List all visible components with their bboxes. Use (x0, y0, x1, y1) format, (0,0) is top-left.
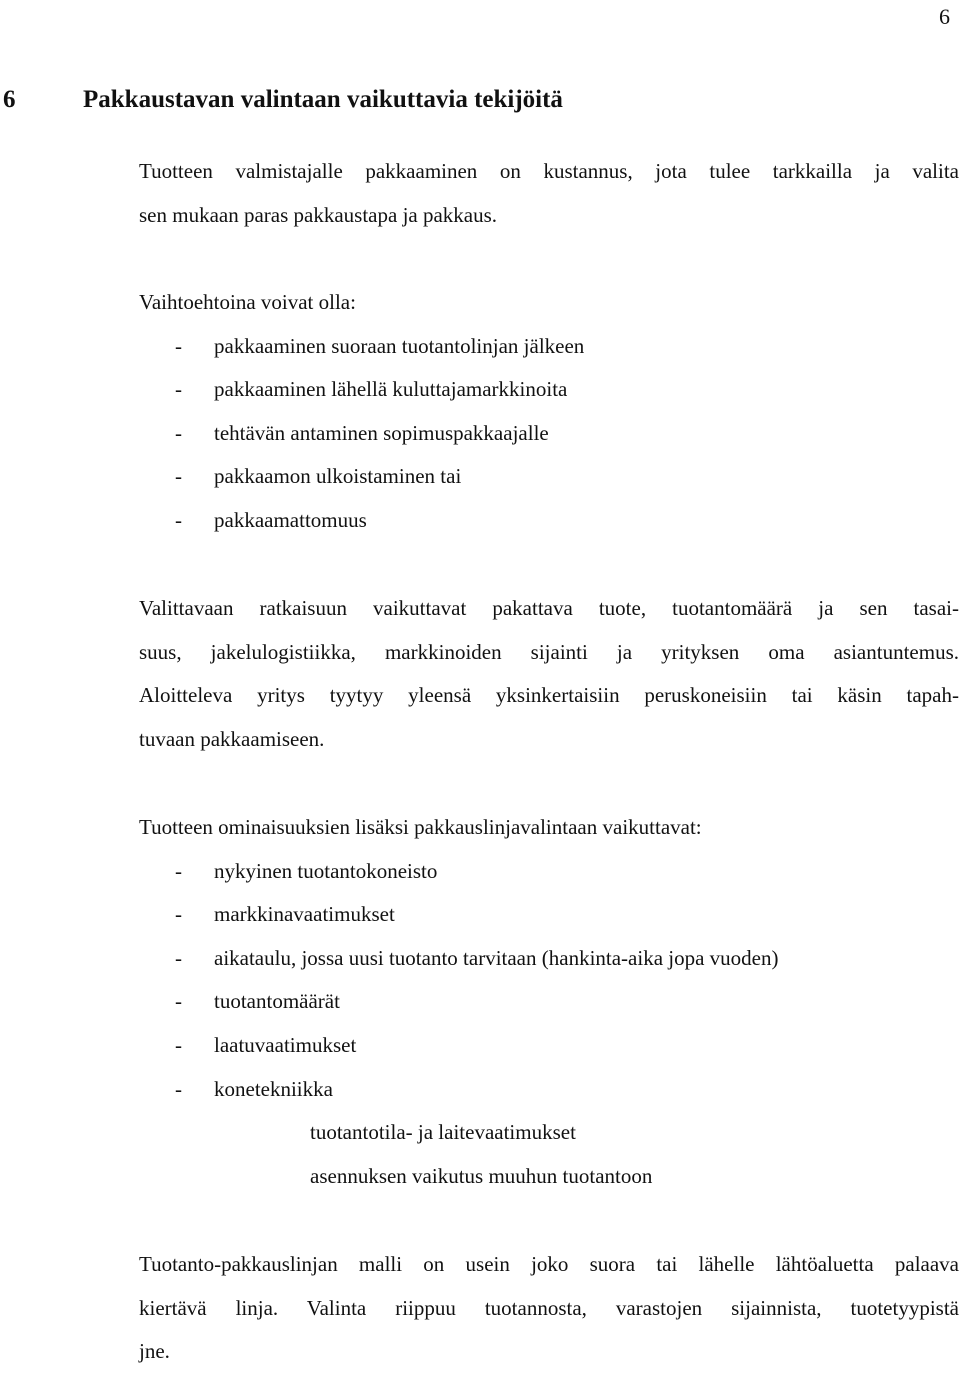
properties-lead: Tuotteen ominaisuuksien lisäksi pakkauslinjavalintaan vaikuttavat: (139, 815, 702, 839)
intro-line: sen mukaan paras pakkaustapa ja pakkaus. (139, 202, 498, 227)
closing-line: Tuotanto-pakkauslinjan malli on usein joko suora tai lähelle lähtöaluetta palaava (139, 1252, 959, 1276)
properties-sub-list (139, 1111, 959, 1198)
factors-line: suus, jakelulogistiikka, markkinoiden sijainti ja yrityksen oma asiantuntemus. (139, 639, 959, 664)
alternatives-section (139, 281, 959, 543)
alternatives-list (139, 325, 959, 543)
list-dash: - (175, 945, 182, 970)
list-dash: - (175, 464, 182, 489)
list-item (139, 499, 959, 543)
sub-list-item: tuotantotila- ja laitevaatimukset (310, 1120, 576, 1145)
closing-paragraph (139, 1243, 959, 1374)
list-dash: - (175, 377, 182, 402)
list-item-text: pakkaamon ulkoistaminen tai (214, 464, 462, 489)
list-item-text: aikataulu, jossa uusi tuotanto tarvitaan (hankinta-aika jopa vuoden) (214, 945, 779, 970)
intro-paragraph (139, 150, 959, 237)
list-dash: - (175, 989, 182, 1014)
list-item-text: nykyinen tuotantokoneisto (214, 858, 438, 883)
list-dash: - (175, 333, 182, 358)
list-item-text: laatuvaatimukset (214, 1032, 357, 1057)
list-item-text: pakkaaminen suoraan tuotantolinjan jälkeen (214, 333, 585, 358)
list-item-text: tuotantomäärät (214, 989, 340, 1014)
list-item (139, 1024, 959, 1068)
list-item (139, 455, 959, 499)
properties-section (139, 806, 959, 1198)
section-title: Pakkaustavan valintaan vaikuttavia tekijöitä (83, 86, 563, 113)
list-item (139, 1068, 959, 1112)
list-item-text: markkinavaatimukset (214, 902, 395, 927)
list-item (139, 325, 959, 369)
list-item (139, 980, 959, 1024)
properties-list (139, 850, 959, 1112)
list-item-text: pakkaamattomuus (214, 507, 367, 532)
list-item (139, 893, 959, 937)
list-item (139, 412, 959, 456)
list-dash: - (175, 420, 182, 445)
list-item-text: konetekniikka (214, 1076, 333, 1101)
page-number: 6 (939, 4, 950, 29)
factors-paragraph (139, 587, 959, 761)
closing-line: jne. (139, 1339, 170, 1364)
alternatives-lead: Vaihtoehtoina voivat olla: (139, 290, 356, 314)
closing-line: kiertävä linja. Valinta riippuu tuotannosta, varastojen sijainnista, tuotetyypistä (139, 1295, 959, 1320)
factors-line: tuvaan pakkaamiseen. (139, 726, 325, 751)
section-number: 6 (3, 86, 16, 113)
list-item (139, 368, 959, 412)
list-item-text: pakkaaminen lähellä kuluttajamarkkinoita (214, 377, 568, 402)
list-item (139, 850, 959, 894)
list-dash: - (175, 1032, 182, 1057)
list-dash: - (175, 902, 182, 927)
intro-line: Tuotteen valmistajalle pakkaaminen on kustannus, jota tulee tarkkailla ja valita (139, 159, 959, 183)
list-item-text: tehtävän antaminen sopimuspakkaajalle (214, 420, 549, 445)
list-item (139, 937, 959, 981)
list-dash: - (175, 858, 182, 883)
list-dash: - (175, 1076, 182, 1101)
list-dash: - (175, 507, 182, 532)
factors-line: Valittavaan ratkaisuun vaikuttavat pakattava tuote, tuotantomäärä ja sen tasai- (139, 596, 959, 620)
sub-list-item: asennuksen vaikutus muuhun tuotantoon (310, 1163, 653, 1188)
factors-line: Aloitteleva yritys tyytyy yleensä yksinkertaisiin peruskoneisiin tai käsin tapah- (139, 683, 959, 708)
